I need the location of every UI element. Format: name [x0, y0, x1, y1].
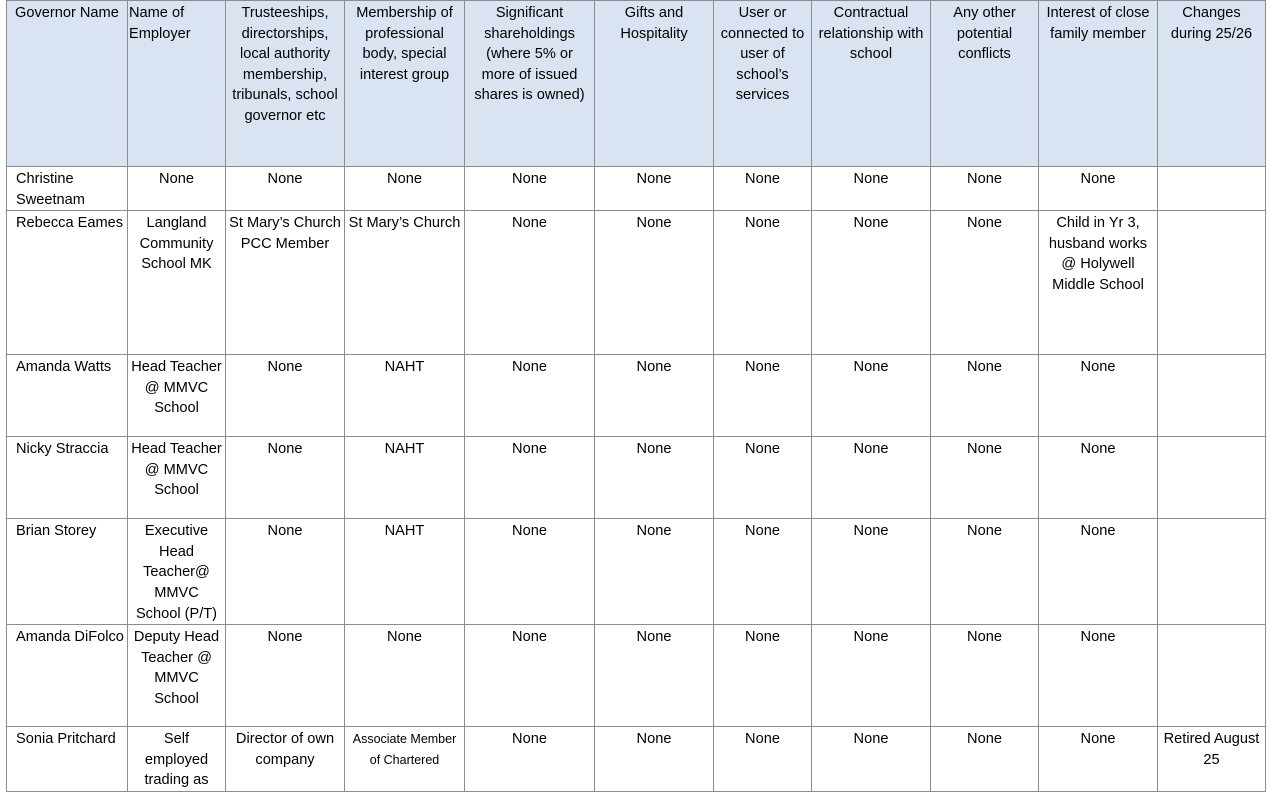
cell-contractual: None: [812, 355, 931, 437]
header-employer: Name of Employer: [128, 1, 226, 167]
cell-governor-name: Sonia Pritchard: [7, 727, 128, 792]
cell-governor-name: Brian Storey: [7, 519, 128, 625]
table-row: [7, 355, 1266, 437]
cell-other-conflicts: None: [931, 727, 1039, 792]
cell-gifts: None: [595, 625, 714, 727]
cell-family-interest: None: [1039, 727, 1158, 792]
header-contractual: Contractual relationship with school: [812, 1, 931, 167]
cell-other-conflicts: None: [931, 437, 1039, 519]
cell-membership: NAHT: [345, 355, 465, 437]
cell-changes: [1158, 355, 1266, 437]
cell-employer: Executive Head Teacher@ MMVC School (P/T): [128, 519, 226, 625]
header-other-conflicts: Any other potential conflicts: [931, 1, 1039, 167]
table-row: [7, 211, 1266, 355]
cell-shareholdings: None: [465, 167, 595, 211]
cell-governor-name: Amanda DiFolco: [7, 625, 128, 727]
cell-user-of-services: None: [714, 625, 812, 727]
cell-employer: Head Teacher @ MMVC School: [128, 437, 226, 519]
cell-governor-name: Christine Sweetnam: [7, 167, 128, 211]
table-row: [7, 625, 1266, 727]
cell-user-of-services: None: [714, 167, 812, 211]
cell-trusteeships: St Mary’s Church PCC Member: [226, 211, 345, 355]
cell-user-of-services: None: [714, 211, 812, 355]
cell-gifts: None: [595, 211, 714, 355]
cell-governor-name: Amanda Watts: [7, 355, 128, 437]
cell-other-conflicts: None: [931, 167, 1039, 211]
cell-changes: [1158, 211, 1266, 355]
cell-gifts: None: [595, 355, 714, 437]
cell-user-of-services: None: [714, 519, 812, 625]
cell-trusteeships: None: [226, 355, 345, 437]
cell-gifts: None: [595, 437, 714, 519]
cell-shareholdings: None: [465, 519, 595, 625]
cell-shareholdings: None: [465, 625, 595, 727]
cell-employer: Langland Community School MK: [128, 211, 226, 355]
cell-changes: [1158, 625, 1266, 727]
header-gifts: Gifts and Hospitality: [595, 1, 714, 167]
cell-user-of-services: None: [714, 727, 812, 792]
cell-governor-name: Nicky Straccia: [7, 437, 128, 519]
cell-family-interest: None: [1039, 519, 1158, 625]
cell-contractual: None: [812, 167, 931, 211]
cell-family-interest: Child in Yr 3, husband works @ Holywell Middle School: [1039, 211, 1158, 355]
header-user-of-services: User or connected to user of school’s services: [714, 1, 812, 167]
header-membership: Membership of professional body, special interest group: [345, 1, 465, 167]
cell-membership: Associate Member of Chartered: [345, 727, 465, 792]
header-changes: Changes during 25/26: [1158, 1, 1266, 167]
cell-contractual: None: [812, 519, 931, 625]
cell-user-of-services: None: [714, 355, 812, 437]
cell-shareholdings: None: [465, 355, 595, 437]
cell-governor-name: Rebecca Eames: [7, 211, 128, 355]
cell-gifts: None: [595, 519, 714, 625]
cell-contractual: None: [812, 625, 931, 727]
header-trusteeships: Trusteeships, directorships, local authority membership, tribunals, school governor etc: [226, 1, 345, 167]
cell-trusteeships: None: [226, 625, 345, 727]
cell-trusteeships: Director of own company: [226, 727, 345, 792]
header-family-interest: Interest of close family member: [1039, 1, 1158, 167]
register-of-interests-table: [6, 0, 1266, 792]
cell-contractual: None: [812, 437, 931, 519]
cell-shareholdings: None: [465, 211, 595, 355]
cell-trusteeships: None: [226, 437, 345, 519]
cell-gifts: None: [595, 167, 714, 211]
cell-contractual: None: [812, 727, 931, 792]
cell-other-conflicts: None: [931, 519, 1039, 625]
cell-membership: NAHT: [345, 519, 465, 625]
cell-gifts: None: [595, 727, 714, 792]
header-shareholdings: Significant shareholdings (where 5% or more of issued shares is owned): [465, 1, 595, 167]
table-row: [7, 437, 1266, 519]
cell-changes: [1158, 167, 1266, 211]
cell-changes: [1158, 437, 1266, 519]
cell-membership: NAHT: [345, 437, 465, 519]
table-row: [7, 167, 1266, 211]
cell-employer: None: [128, 167, 226, 211]
cell-membership: None: [345, 167, 465, 211]
cell-trusteeships: None: [226, 519, 345, 625]
cell-changes: Retired August 25: [1158, 727, 1266, 792]
cell-membership: None: [345, 625, 465, 727]
header-row: [7, 1, 1266, 167]
cell-other-conflicts: None: [931, 625, 1039, 727]
cell-family-interest: None: [1039, 625, 1158, 727]
cell-family-interest: None: [1039, 437, 1158, 519]
cell-employer: Head Teacher @ MMVC School: [128, 355, 226, 437]
table-row: [7, 727, 1266, 792]
cell-other-conflicts: None: [931, 355, 1039, 437]
cell-contractual: None: [812, 211, 931, 355]
cell-changes: [1158, 519, 1266, 625]
cell-membership: St Mary’s Church: [345, 211, 465, 355]
cell-shareholdings: None: [465, 437, 595, 519]
cell-shareholdings: None: [465, 727, 595, 792]
table-row: [7, 519, 1266, 625]
cell-family-interest: None: [1039, 167, 1158, 211]
cell-family-interest: None: [1039, 355, 1158, 437]
cell-employer: Self employed trading as: [128, 727, 226, 792]
cell-other-conflicts: None: [931, 211, 1039, 355]
cell-trusteeships: None: [226, 167, 345, 211]
cell-employer: Deputy Head Teacher @ MMVC School: [128, 625, 226, 727]
cell-user-of-services: None: [714, 437, 812, 519]
header-governor-name: Governor Name: [7, 1, 128, 167]
